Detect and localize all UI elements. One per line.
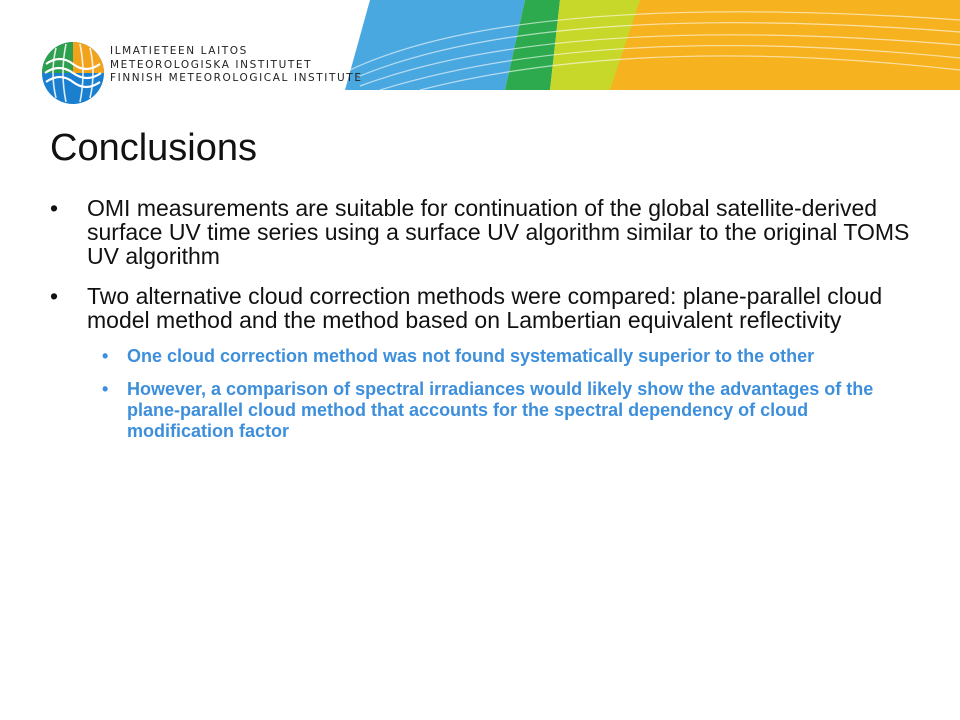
sub-bullet-text: One cloud correction method was not found systematically superior to the other [127, 346, 815, 366]
bullet-icon: • [50, 195, 59, 221]
org-name-swedish: METEOROLOGISKA INSTITUTET [110, 58, 313, 71]
bullet-item [50, 196, 920, 268]
org-name-english: FINNISH METEOROLOGICAL INSTITUTE [110, 72, 363, 84]
bullet-list [50, 196, 920, 458]
organization-name [110, 45, 363, 86]
sub-bullet-icon: • [102, 379, 109, 399]
bullet-item [50, 284, 920, 442]
fmi-logo-icon [40, 40, 106, 106]
sub-bullet-icon: • [102, 346, 109, 366]
sub-bullet-text: However, a comparison of spectral irradiances would likely show the advantages of the plane-parallel cloud method that accounts for the spectral dependency of cloud modification factor [127, 379, 874, 441]
bullet-text: Two alternative cloud correction methods were compared: plane-parallel cloud model method and the method based on Lambertian equivalent reflectivity [87, 283, 883, 333]
slide-title: Conclusions [50, 127, 257, 169]
sub-bullet-item [87, 346, 887, 367]
sub-bullet-item [87, 379, 887, 442]
sub-bullet-list [87, 346, 920, 442]
org-name-finnish: ILMATIETEEN LAITOS [110, 45, 248, 57]
bullet-text: OMI measurements are suitable for continuation of the global satellite-derived surface UV time series using a surface UV algorithm similar to the original TOMS UV algorithm [87, 195, 910, 269]
banner-blue-stripe [345, 0, 525, 90]
bullet-icon: • [50, 283, 59, 309]
